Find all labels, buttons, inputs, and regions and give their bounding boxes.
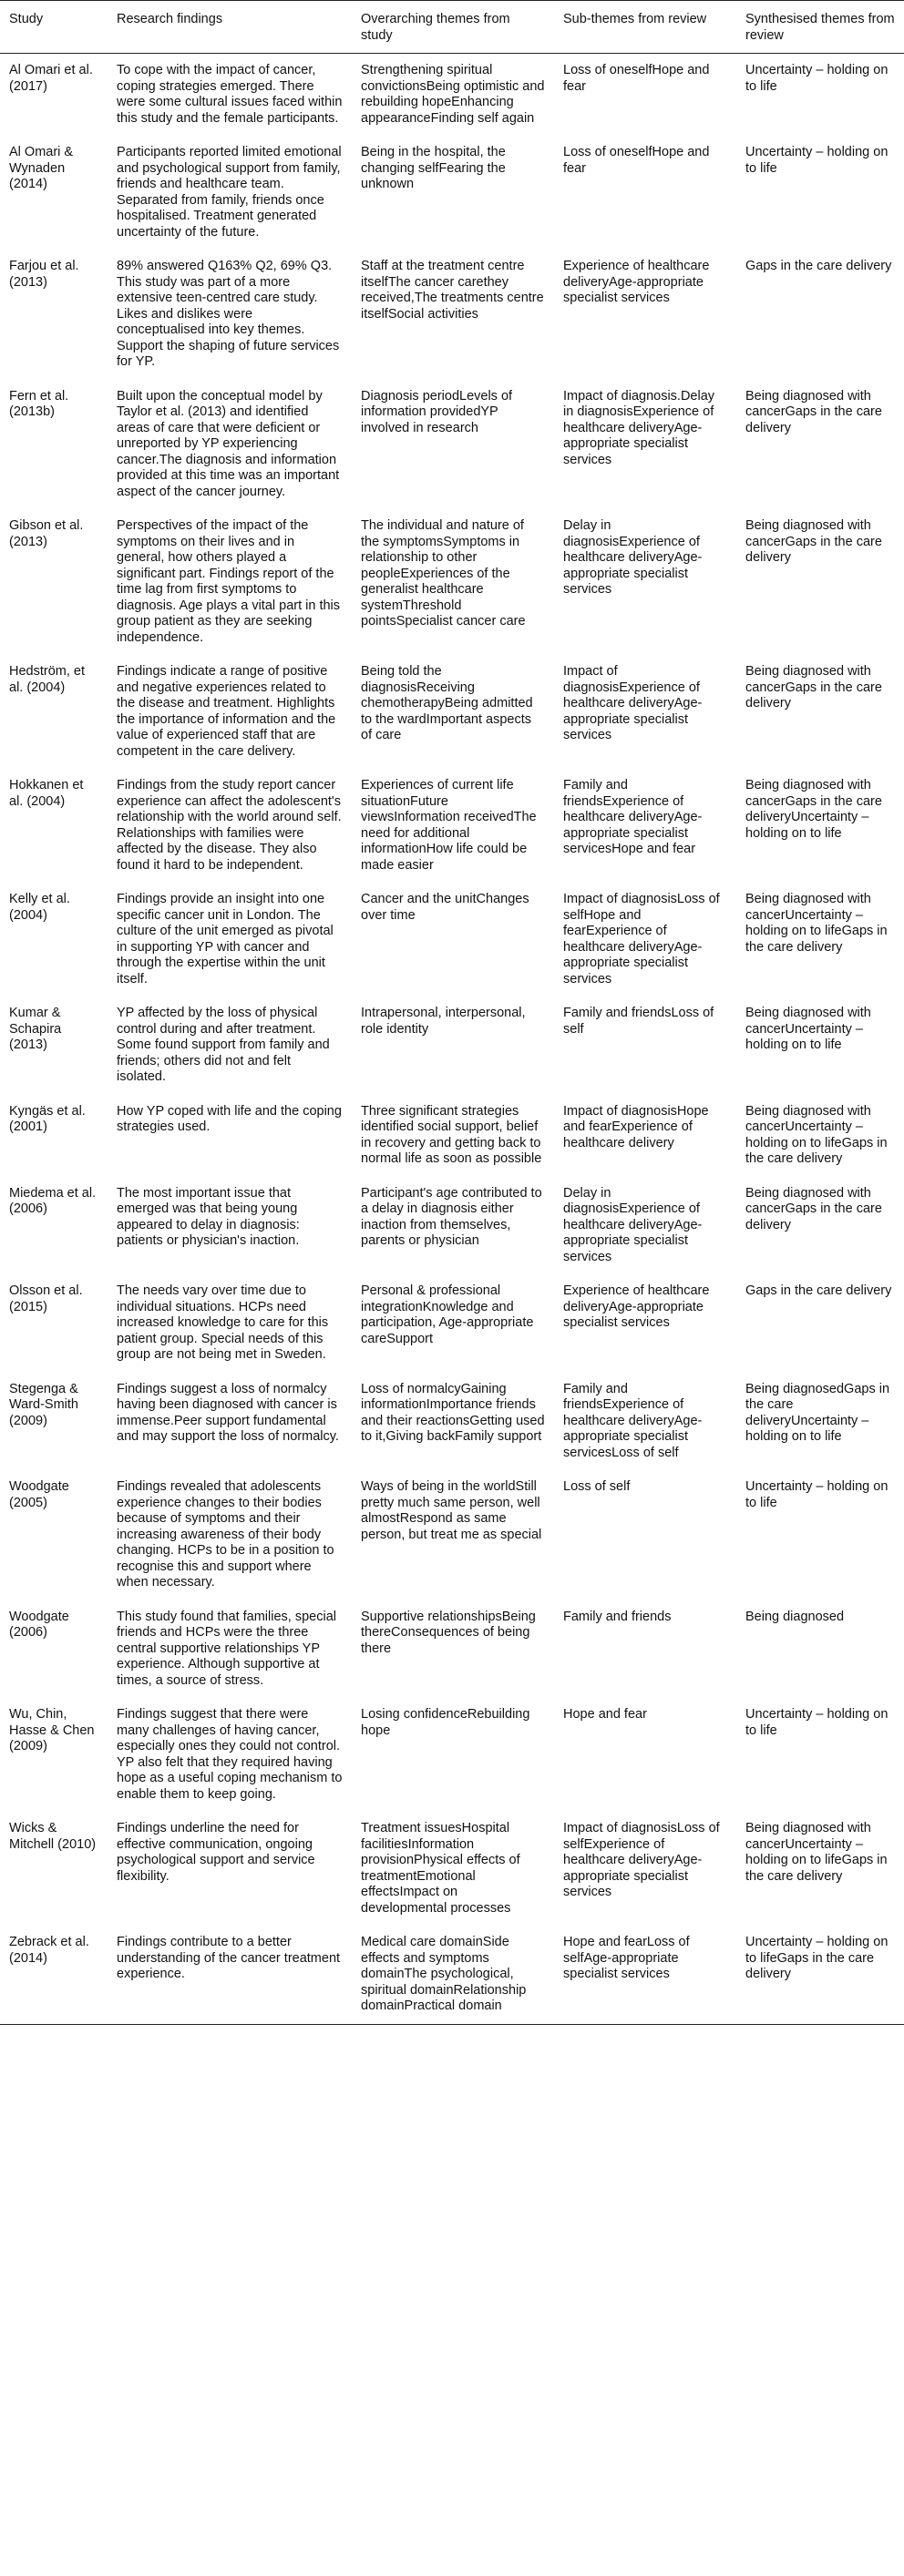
table-row xyxy=(0,54,904,137)
table-row xyxy=(0,380,904,510)
findings-cell: Findings indicate a range of positive and negative experiences related to the disease and treatment. Highlights the importance of information and the value of experienced staff that are competent in the care delivery. xyxy=(117,664,336,759)
subthemes-cell: Impact of diagnosisExperience of healthcare deliveryAge-appropriate specialist services xyxy=(563,664,703,742)
synthesised-cell: Being diagnosed with cancerUncertainty – holding on to life xyxy=(745,1006,871,1052)
themes-cell: Losing confidenceRebuilding hope xyxy=(361,1707,530,1738)
subthemes-cell: Impact of diagnosis.Delay in diagnosisExperience of healthcare deliveryAge-appropriate specialist services xyxy=(563,388,715,467)
study-cell: Zebrack et al. (2014) xyxy=(0,1926,108,2024)
findings-cell: Findings from the study report cancer experience can affect the adolescent's relationship with the world around self. Relationships with families were affected by the disease. They also found it hard to be independent. xyxy=(117,778,342,873)
findings-cell: Findings provide an insight into one specific cancer unit in London. The culture of the unit emerged as pivotal in supporting YP with cancer and through the expertise within the unit itself. xyxy=(117,892,334,986)
table-row xyxy=(0,509,904,655)
findings-cell: How YP coped with life and the coping strategies used. xyxy=(117,1103,342,1134)
findings-cell: This study found that families, special friends and HCPs were the three central supportive relationships YP experience. Although supportive at times, a source of stress. xyxy=(117,1609,336,1688)
themes-cell: Supportive relationshipsBeing thereConsequences of being there xyxy=(361,1609,536,1656)
table-row xyxy=(0,1698,904,1812)
study-cell: Kelly et al. (2004) xyxy=(9,892,70,923)
subthemes-cell: Loss of self xyxy=(563,1479,631,1494)
table-row xyxy=(0,997,904,1095)
subthemes-cell: Family and friendsExperience of healthcare deliveryAge-appropriate specialist servicesLoss of self xyxy=(563,1381,703,1460)
table-row xyxy=(0,136,904,250)
header-research-findings: Research findings xyxy=(108,1,352,54)
subthemes-cell: Impact of diagnosisLoss of selfHope and fearExperience of healthcare deliveryAge-appropriate specialist services xyxy=(563,892,720,986)
synthesised-cell: Uncertainty – holding on to life xyxy=(745,145,889,176)
themes-cell: Intrapersonal, interpersonal, role identity xyxy=(361,1006,526,1037)
synthesised-cell: Being diagnosed with cancerGaps in the care deliveryUncertainty – holding on to life xyxy=(745,778,882,841)
themes-cell: Three significant strategies identified social support, belief in recovery and getting back to normal life as soon as possible xyxy=(361,1103,542,1166)
study-cell: Woodgate (2005) xyxy=(9,1479,69,1510)
subthemes-cell: Loss of oneselfHope and fear xyxy=(563,145,710,176)
synthesised-cell: Gaps in the care delivery xyxy=(745,1283,892,1298)
study-cell: Stegenga & Ward-Smith (2009) xyxy=(9,1381,78,1428)
synthesised-cell: Uncertainty – holding on to life xyxy=(745,63,889,94)
study-cell: Al Omari & Wynaden (2014) xyxy=(9,145,74,191)
themes-cell: Being in the hospital, the changing selfFearing the unknown xyxy=(361,145,506,191)
findings-cell: The most important issue that emerged was that being young appeared to delay in diagnosis: patients or physician's inaction. xyxy=(117,1185,300,1248)
findings-cell: Built upon the conceptual model by Taylor et al. (2013) and identified areas of care that were deficient or unreported by YP experiencing cancer.The diagnosis and information provided at this time was an important aspect of the cancer journey. xyxy=(117,388,340,499)
table-row xyxy=(0,1926,904,2024)
header-sub-themes: Sub-themes from review xyxy=(554,1,736,54)
findings-cell: Findings underline the need for effective communication, ongoing psychological support and service flexibility. xyxy=(117,1821,315,1884)
study-cell: Fern et al. (2013b) xyxy=(9,388,69,419)
findings-cell: Findings suggest that there were many challenges of having cancer, especially ones they could not control. YP also felt that they required having hope as a useful coping mechanism to enable them to keep going. xyxy=(117,1707,343,1802)
study-cell: Kyngäs et al. (2001) xyxy=(9,1103,86,1134)
findings-cell: Findings suggest a loss of normalcy having been diagnosed with cancer is immense.Peer support fundamental and may support the loss of normalcy. xyxy=(117,1381,339,1444)
synthesised-cell: Being diagnosedGaps in the care deliveryUncertainty – holding on to life xyxy=(745,1381,890,1444)
themes-cell: The individual and nature of the symptomsSymptoms in relationship to other peopleExperiences of the generalist healthcare systemThreshold pointsSpecialist cancer care xyxy=(361,518,526,629)
themes-cell: Participant's age contributed to a delay in diagnosis either inaction from themselves, parents or physician xyxy=(361,1185,542,1248)
themes-cell: Cancer and the unitChanges over time xyxy=(361,892,529,923)
subthemes-cell: Impact of diagnosisHope and fearExperience of healthcare delivery xyxy=(563,1103,709,1150)
subthemes-cell: Hope and fear xyxy=(563,1707,647,1722)
synthesised-cell: Uncertainty – holding on to life xyxy=(745,1707,889,1738)
themes-cell: Diagnosis periodLevels of information providedYP involved in research xyxy=(361,388,513,435)
study-cell: Kumar & Schapira (2013) xyxy=(9,1006,62,1052)
synthesised-cell: Uncertainty – holding on to lifeGaps in the care delivery xyxy=(736,1926,904,2024)
themes-cell: Experiences of current life situationFuture viewsInformation receivedThe need for additional informationHow life could be made easier xyxy=(361,778,537,873)
study-cell: Hedström, et al. (2004) xyxy=(9,664,85,695)
subthemes-cell: Family and friends xyxy=(563,1609,672,1624)
table-row xyxy=(0,1177,904,1275)
table-row xyxy=(0,1600,904,1699)
subthemes-cell: Family and friendsLoss of self xyxy=(563,1006,714,1037)
subthemes-cell: Experience of healthcare deliveryAge-appropriate specialist services xyxy=(563,259,710,305)
synthesised-cell: Being diagnosed with cancerGaps in the care delivery xyxy=(745,518,882,565)
themes-cell: Medical care domainSide effects and symptoms domainThe psychological, spiritual domainRelationship domainPractical domain xyxy=(352,1926,554,2024)
themes-cell: Staff at the treatment centre itselfThe cancer carethey received,The treatments centre itselfSocial activities xyxy=(361,259,544,322)
findings-cell: To cope with the impact of cancer, coping strategies emerged. There were some cultural issues faced within this study and the female participants. xyxy=(117,63,343,126)
synthesised-cell: Being diagnosed with cancerUncertainty – holding on to lifeGaps in the care delivery xyxy=(745,1821,888,1884)
header-study: Study xyxy=(0,1,108,54)
themes-cell: Being told the diagnosisReceiving chemotherapyBeing admitted to the wardImportant aspects of care xyxy=(361,664,533,742)
study-cell: Hokkanen et al. (2004) xyxy=(9,778,84,809)
study-cell: Farjou et al. (2013) xyxy=(9,259,79,290)
table-row xyxy=(0,1373,904,1471)
subthemes-cell: Family and friendsExperience of healthcare deliveryAge-appropriate specialist servicesHope and fear xyxy=(563,778,703,856)
study-cell: Olsson et al. (2015) xyxy=(9,1283,83,1314)
table-row xyxy=(0,1274,904,1373)
themes-cell: Treatment issuesHospital facilitiesInformation provisionPhysical effects of treatmentEmotional effectsImpact on developmental processes xyxy=(361,1821,520,1916)
synthesised-cell: Being diagnosed with cancerGaps in the care delivery xyxy=(745,664,882,710)
table-row xyxy=(0,1470,904,1600)
themes-cell: Loss of normalcyGaining informationImportance friends and their reactionsGetting used to it,Giving backFamily support xyxy=(361,1381,545,1444)
table-row xyxy=(0,769,904,883)
synthesised-cell: Gaps in the care delivery xyxy=(745,259,892,273)
subthemes-cell: Experience of healthcare deliveryAge-appropriate specialist services xyxy=(563,1283,710,1330)
synthesised-cell: Being diagnosed with cancerGaps in the care delivery xyxy=(745,1185,882,1232)
table-row xyxy=(0,883,904,997)
synthesised-cell: Being diagnosed with cancerUncertainty – holding on to lifeGaps in the care delivery xyxy=(745,1103,888,1166)
study-cell: Miedema et al. (2006) xyxy=(9,1185,97,1216)
study-cell: Gibson et al. (2013) xyxy=(9,518,84,549)
table-row xyxy=(0,1812,904,1926)
table-row xyxy=(0,655,904,769)
study-cell: Wu, Chin, Hasse & Chen (2009) xyxy=(9,1707,95,1753)
findings-cell: 89% answered Q163% Q2, 69% Q3. This study was part of a more extensive teen-centred care study. Likes and dislikes were conceptualised into key themes. Support the shaping of future services for YP. xyxy=(117,259,340,369)
findings-cell: Perspectives of the impact of the symptoms on their lives and in general, how others played a significant part. Findings report of the time lag from first symptoms to diagnosis. Age plays a vital part in this group patient as they are seeking independence. xyxy=(117,518,341,645)
table-row xyxy=(0,1095,904,1177)
study-cell: Wicks & Mitchell (2010) xyxy=(9,1821,97,1852)
synthesised-cell: Being diagnosed xyxy=(745,1609,845,1624)
themes-cell: Ways of being in the worldStill pretty much same person, well almostRespond as same person, but treat me as special xyxy=(361,1479,542,1542)
findings-cell: The needs vary over time due to individual situations. HCPs need increased knowledge to care for this patient group. Special needs of this group are not being met in Sweden. xyxy=(117,1283,329,1362)
findings-cell: Findings contribute to a better understanding of the cancer treatment experience. xyxy=(108,1926,352,2024)
study-cell: Al Omari et al. (2017) xyxy=(9,63,93,94)
subthemes-cell: Delay in diagnosisExperience of healthcare deliveryAge-appropriate specialist services xyxy=(563,1185,703,1264)
subthemes-cell: Delay in diagnosisExperience of healthcare deliveryAge-appropriate specialist services xyxy=(563,518,703,597)
header-overarching-themes: Overarching themes from study xyxy=(352,1,554,54)
synthesised-cell: Uncertainty – holding on to life xyxy=(745,1479,889,1510)
table-header-row xyxy=(0,1,904,54)
study-cell: Woodgate (2006) xyxy=(9,1609,69,1640)
themes-cell: Personal & professional integrationKnowledge and participation, Age-appropriate careSupport xyxy=(361,1283,534,1346)
header-synthesised-themes: Synthesised themes from review xyxy=(736,1,904,54)
subthemes-cell: Loss of oneselfHope and fear xyxy=(563,63,710,94)
subthemes-cell: Impact of diagnosisLoss of selfExperience of healthcare deliveryAge-appropriate specialist services xyxy=(563,1821,720,1899)
subthemes-cell: Hope and fearLoss of selfAge-appropriate specialist services xyxy=(554,1926,736,2024)
findings-cell: YP affected by the loss of physical control during and after treatment. Some found support from family and friends; others did not and felt isolated. xyxy=(117,1006,330,1084)
themes-cell: Strengthening spiritual convictionsBeing optimistic and rebuilding hopeEnhancing appearanceFinding self again xyxy=(361,63,545,126)
findings-cell: Participants reported limited emotional and psychological support from family, friends and healthcare team. Separated from family, friends once hospitalised. Treatment generated uncertainty of the future. xyxy=(117,145,342,240)
table-row xyxy=(0,250,904,380)
synthesised-cell: Being diagnosed with cancerGaps in the care delivery xyxy=(745,388,882,435)
findings-cell: Findings revealed that adolescents experience changes to their bodies because of symptoms and their increasing awareness of their body changing. HCPs to be in a position to recognise this and support where when necessary. xyxy=(117,1479,334,1590)
synthesised-cell: Being diagnosed with cancerUncertainty – holding on to lifeGaps in the care delivery xyxy=(745,892,888,955)
